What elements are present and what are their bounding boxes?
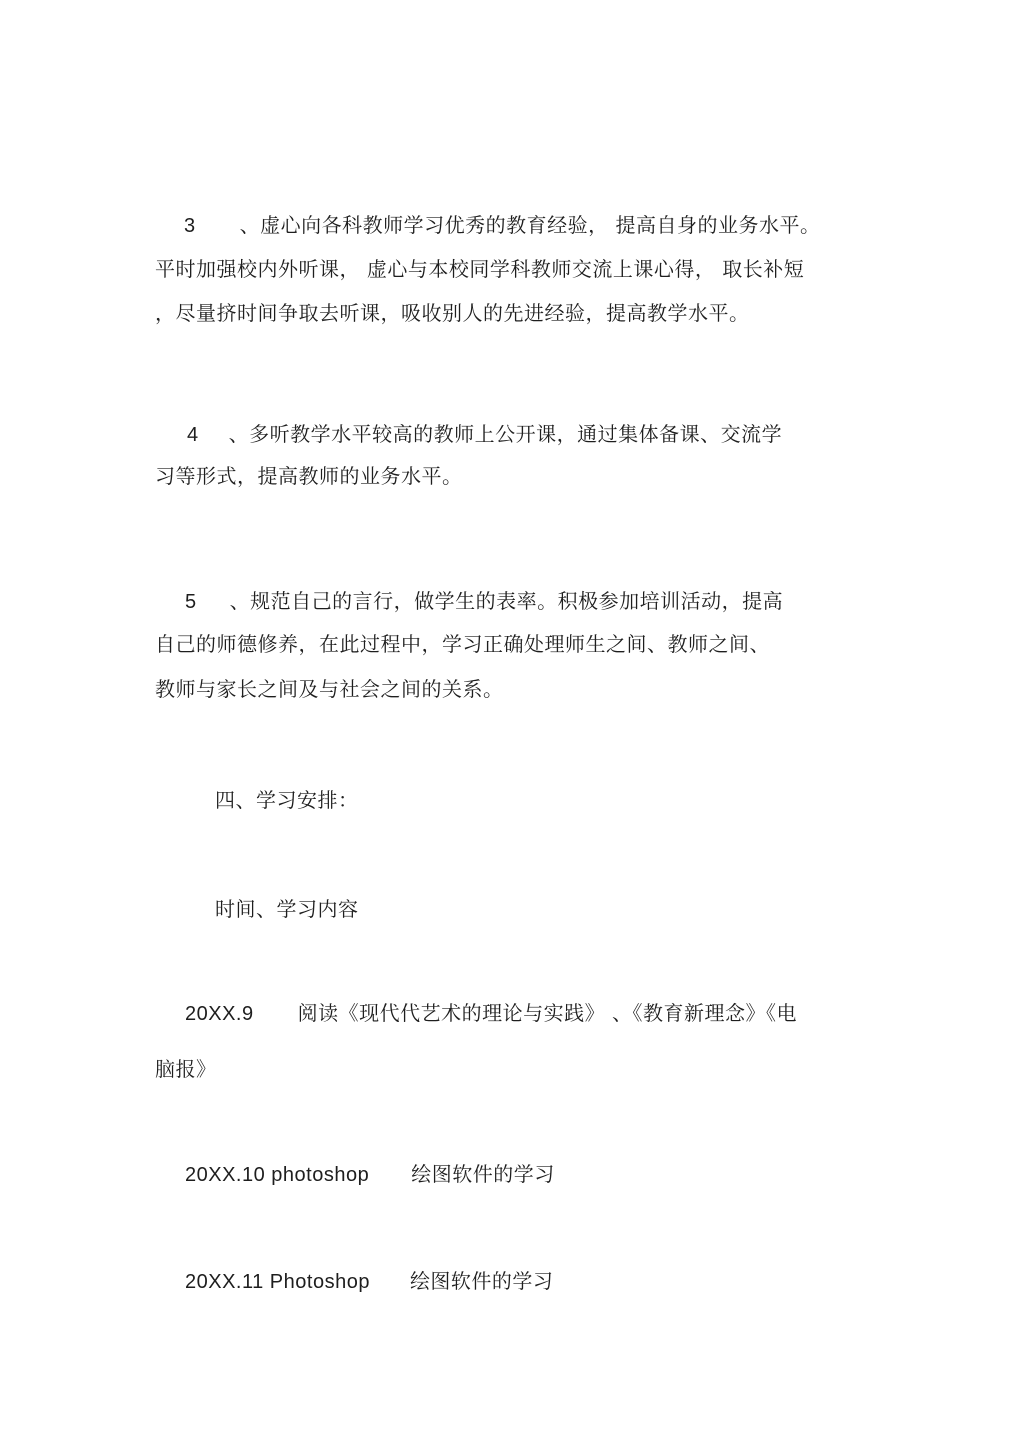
item-3-line-2: 平时加强校内外听课， 虚心与本校同学科教师交流上课心得， 取长补短 [155,257,805,281]
schedule-content: 阅读《现代代艺术的理论与实践》 、《教育新理念》《电 [297,1001,797,1025]
schedule-content: 绘图软件的学习 [409,1269,554,1293]
item-4-line-2: 习等形式，提高教师的业务水平。 [155,464,463,488]
item-3-line-1 [184,211,820,240]
item-5-line-2: 自己的师德修养，在此过程中，学习正确处理师生之间、教师之间、 [155,632,770,656]
schedule-date: 20XX.10 photoshop [185,1164,370,1186]
item-4-line-1 [187,420,782,449]
schedule-date: 20XX.11 Photoshop [185,1271,370,1293]
item-text: 、规范自己的言行，做学生的表率。积极参加培训活动，提高 [229,589,784,613]
item-5-line-3: 教师与家长之间及与社会之间的关系。 [155,677,504,701]
schedule-date: 20XX.9 [185,1003,254,1025]
schedule-row-1 [185,999,797,1028]
schedule-header: 时间、学习内容 [215,897,359,921]
item-number: 3 [184,215,196,237]
schedule-row-3 [185,1267,553,1296]
item-text: 、虚心向各科教师学习优秀的教育经验， 提高自身的业务水平。 [239,213,821,237]
item-number: 4 [187,424,199,446]
item-5-line-1 [185,587,783,616]
schedule-row-2 [185,1160,555,1189]
item-3-line-3: ，尽量挤时间争取去听课，吸收别人的先进经验，提高教学水平。 [155,301,750,325]
schedule-row-1-cont: 脑报》 [155,1057,217,1081]
schedule-content: 绘图软件的学习 [411,1162,555,1186]
section-heading: 四、学习安排： [215,788,359,812]
item-number: 5 [185,591,197,613]
item-text: 、多听教学水平较高的教师上公开课，通过集体备课、交流学 [228,422,783,446]
